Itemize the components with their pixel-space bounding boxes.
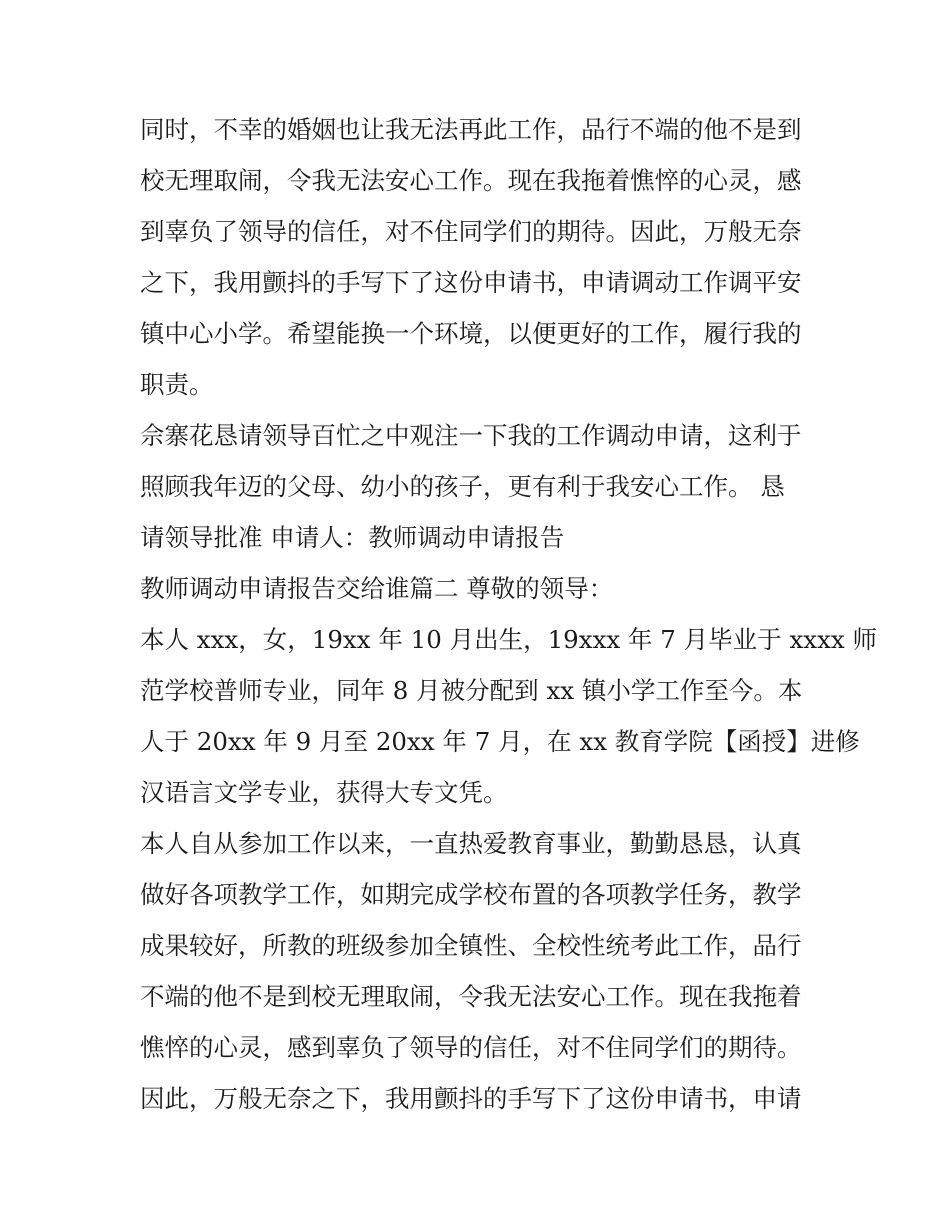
text-line: 校无理取闹，令我无法安心工作。现在我拖着憔悴的心灵，感 xyxy=(140,166,802,195)
text-line: 镇中心小学。希望能换一个环境，以便更好的工作，履行我的 xyxy=(140,319,802,348)
text-line: 做好各项教学工作，如期完成学校布置的各项教学任务，教学 xyxy=(140,880,802,909)
text-line: 汉语言文学专业，获得大专文凭。 xyxy=(140,778,508,807)
text-line: 因此，万般无奈之下，我用颤抖的手写下了这份申请书，申请 xyxy=(140,1084,802,1113)
text-line: 佘寨花恳请领导百忙之中观注一下我的工作调动申请，这利于 xyxy=(140,421,802,450)
text-line: 照顾我年迈的父母、幼小的孩子，更有利于我安心工作。 恳 xyxy=(140,472,785,501)
text-line: 请领导批准 申请人：教师调动申请报告 xyxy=(140,523,565,552)
text-line: 范学校普师专业，同年 8 月被分配到 xx 镇小学工作至今。本 xyxy=(140,676,803,705)
text-line: 职责。 xyxy=(140,370,214,399)
text-line: 本人自从参加工作以来，一直热爱教育事业，勤勤恳恳，认真 xyxy=(140,829,802,858)
text-line: 同时，不幸的婚姻也让我无法再此工作，品行不端的他不是到 xyxy=(140,115,802,144)
text-line: 成果较好，所教的班级参加全镇性、全校性统考此工作，品行 xyxy=(140,931,802,960)
text-line: 到辜负了领导的信任，对不住同学们的期待。因此，万般无奈 xyxy=(140,217,802,246)
document-body xyxy=(140,104,878,1124)
text-line: 本人 xxx，女，19xx 年 10 月出生，19xxx 年 7 月毕业于 xxxx 师 xyxy=(140,625,878,654)
text-line: 之下，我用颤抖的手写下了这份申请书，申请调动工作调平安 xyxy=(140,268,802,297)
text-line: 教师调动申请报告交给谁篇二 尊敬的领导： xyxy=(140,574,614,603)
text-line: 人于 20xx 年 9 月至 20xx 年 7 月，在 xx 教育学院【函授】进修 xyxy=(140,727,860,756)
text-line: 憔悴的心灵，感到辜负了领导的信任，对不住同学们的期待。 xyxy=(140,1033,802,1062)
text-line: 不端的他不是到校无理取闹，令我无法安心工作。现在我拖着 xyxy=(140,982,802,1011)
